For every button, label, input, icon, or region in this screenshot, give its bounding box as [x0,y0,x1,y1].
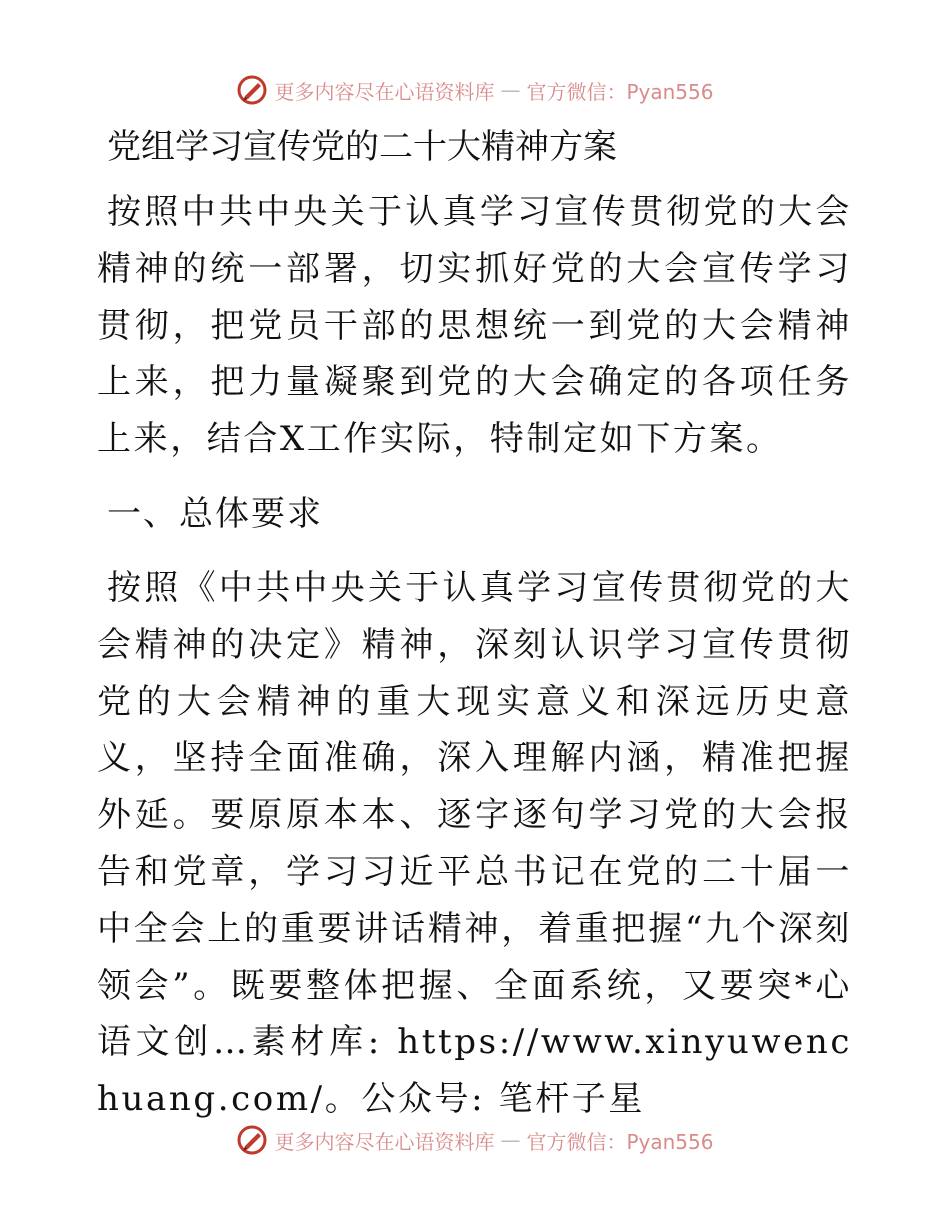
footer-watermark [0,1120,950,1160]
section-paragraph: 按照《中共中央关于认真学习宣传贯彻党的大会精神的决定》精神，深刻认识学习宣传贯彻党的大会精神的重大现实意义和深远历史意义，坚持全面准确，深入理解内涵，精准把握外延。要原原本本、逐字逐句学习党的大会报告和党章，学习习近平总书记在党的二十届一中全会上的重要讲话精神，着重把握“九个深刻领会”。既要整体把握、全面系统，又要突*心语文创…素材库: https://www.xinyuwenchuang.com/。公众号: 笔杆子星 [97,567,852,1120]
watermark-dash: — [500,78,521,102]
watermark-text: 更多内容尽在心语资料库 [274,1129,495,1154]
document-body [97,120,852,1146]
header-watermark [0,70,950,110]
watermark-text: 更多内容尽在心语资料库 [274,79,495,104]
section-heading: 一、总体要求 [107,493,323,534]
intro-paragraph: 按照中共中央关于认真学习宣传贯彻党的大会精神的统一部署，切实抓好党的大会宣传学习贯彻，把党员干部的思想统一到党的大会精神上来，把力量凝聚到党的大会确定的各项任务上来，结合X工作实际，特制定如下方案。 [97,192,852,460]
watermark-dash: — [500,1128,521,1152]
document-title: 党组学习宣传党的二十大精神方案 [107,127,617,167]
logo-icon [236,1124,268,1156]
watermark-wechat: 官方微信：Pyan556 [526,79,714,104]
watermark-wechat: 官方微信：Pyan556 [526,1129,714,1154]
logo-icon [236,74,268,106]
